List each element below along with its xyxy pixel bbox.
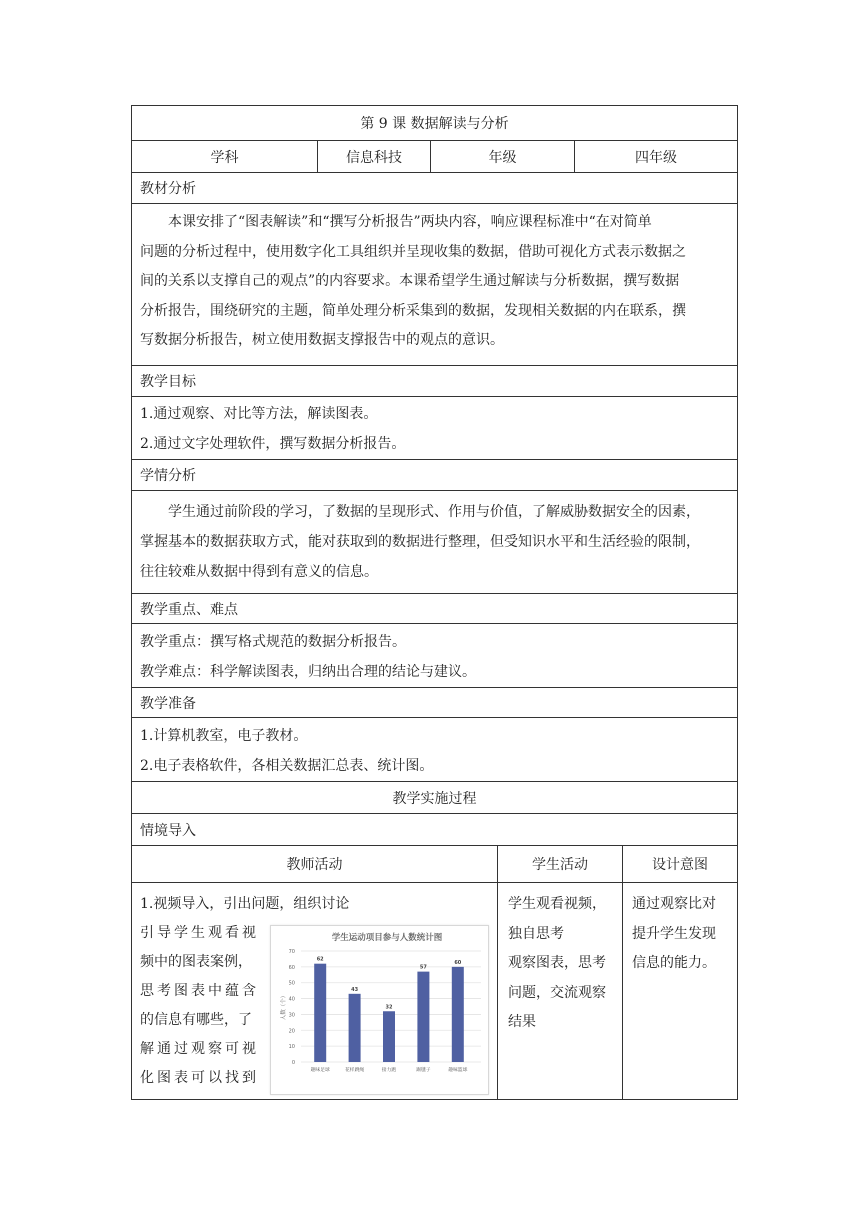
y-tick-label: 70 xyxy=(288,949,295,955)
preparation-heading xyxy=(132,688,737,718)
student-activity-text xyxy=(508,890,620,1038)
x-tick-label: 趣味足球 xyxy=(310,1068,330,1073)
info-row xyxy=(132,141,737,173)
learner-analysis-content xyxy=(132,491,737,594)
difficulty-item: 教学难点：科学解读图表，归纳出合理的结论与建议。 xyxy=(140,664,476,680)
teacher-line: 思考图表中蕴含 xyxy=(140,983,259,999)
process-heading xyxy=(132,782,737,814)
student-line: 结果 xyxy=(508,1014,536,1030)
process-section-text: 情境导入 xyxy=(140,822,196,839)
y-tick-label: 10 xyxy=(288,1044,295,1051)
bar xyxy=(452,967,464,1062)
data-label: 43 xyxy=(351,986,359,993)
material-analysis-heading-text: 教材分析 xyxy=(140,181,196,197)
material-line-2: 问题的分析过程中，使用数字化工具组织并呈现收集的数据，借助可视化方式表示数据之 xyxy=(140,243,686,260)
grade-label: 年级 xyxy=(488,149,517,166)
x-tick-label: 踢毽子 xyxy=(416,1068,431,1073)
data-label: 60 xyxy=(454,959,462,966)
preparation-heading-text: 教学准备 xyxy=(140,695,196,712)
bar xyxy=(349,994,361,1062)
material-analysis-heading xyxy=(132,173,737,204)
learner-line-1: 学生通过前阶段的学习，了数据的呈现形式、作用与价值，了解威胁数据安全的因素， xyxy=(168,504,700,520)
bar xyxy=(383,1011,395,1062)
learner-line-3: 往往较难从数据中得到有意义的信息。 xyxy=(140,564,378,580)
column-student: 学生活动 xyxy=(532,857,588,873)
student-line: 独自思考 xyxy=(508,925,564,942)
teacher-line: 解通过观察可视 xyxy=(140,1041,259,1057)
y-tick-label: 0 xyxy=(291,1060,295,1066)
student-line: 问题，交流观察 xyxy=(508,984,606,1001)
material-line-4: 分析报告，围绕研究的主题，简单处理分析采集到的数据，发现相关数据的内在联系，撰 xyxy=(140,302,686,319)
material-analysis-paragraph xyxy=(140,208,731,356)
data-label: 57 xyxy=(419,964,427,971)
subject-value: 信息科技 xyxy=(346,149,402,166)
bar xyxy=(417,972,429,1062)
intent-line: 通过观察比对 xyxy=(632,896,716,912)
material-line-1: 本课安排了“图表解读”和“撰写分析报告”两块内容，响应课程标准中“在对简单 xyxy=(168,214,652,230)
material-analysis-content xyxy=(132,204,737,366)
process-columns-row xyxy=(132,846,737,883)
data-label: 32 xyxy=(385,1004,393,1011)
objective-item-1: 1.通过观察、对比等方法，解读图表。 xyxy=(140,406,378,422)
key-points-heading xyxy=(132,594,737,624)
preparation-content xyxy=(132,718,737,782)
objectives-heading xyxy=(132,366,737,397)
column-intent: 设计意图 xyxy=(652,857,708,873)
process-heading-text: 教学实施过程 xyxy=(392,790,477,807)
student-line: 观察图表，思考 xyxy=(508,955,606,971)
y-tick-label: 50 xyxy=(288,980,295,987)
lesson-title: 第 9 课 数据解读与分析 xyxy=(360,116,509,132)
grade-value: 四年级 xyxy=(635,149,677,166)
learner-line-2: 掌握基本的数据获取方式，能对获取到的数据进行整理，但受知识水平和生活经验的限制， xyxy=(140,534,700,550)
teacher-activity-text xyxy=(140,919,268,1093)
preparation-item-2: 2.电子表格软件，各相关数据汇总表、统计图。 xyxy=(140,758,434,774)
student-line: 学生观看视频， xyxy=(508,896,606,912)
material-line-5: 写数据分析报告，树立使用数据支撑报告中的观点的意识。 xyxy=(140,332,504,349)
key-points-heading-text: 教学重点、难点 xyxy=(140,601,238,618)
learner-analysis-heading-text: 学情分析 xyxy=(140,468,196,484)
material-line-3: 间的关系以支撑自己的观点”的内容要求。本课希望学生通过解读与分析数据，撰写数据 xyxy=(140,273,680,290)
y-tick-label: 40 xyxy=(288,996,295,1003)
teacher-activity-title: 1.视频导入，引出问题，组织讨论 xyxy=(140,896,350,912)
x-tick-label: 花样跳绳 xyxy=(344,1068,365,1073)
data-label: 62 xyxy=(316,956,324,963)
teacher-line: 频中的图表案例， xyxy=(140,954,252,970)
design-intent-text xyxy=(632,890,736,979)
x-tick-label: 接力跑 xyxy=(381,1068,397,1073)
column-teacher: 教师活动 xyxy=(286,857,343,873)
bar xyxy=(314,964,326,1062)
learner-analysis-heading xyxy=(132,460,737,491)
chart-title: 学生运动项目参与人数统计图 xyxy=(331,933,443,943)
intent-line: 提升学生发现 xyxy=(632,925,716,942)
key-points-content xyxy=(132,624,737,688)
y-axis-label: 人数（个） xyxy=(281,992,287,1021)
objectives-content xyxy=(132,397,737,460)
intent-line: 信息的能力。 xyxy=(632,955,716,971)
y-tick-label: 30 xyxy=(288,1012,295,1019)
teacher-line: 的信息有哪些，了 xyxy=(140,1012,252,1028)
y-tick-label: 20 xyxy=(288,1028,295,1035)
y-tick-label: 60 xyxy=(288,964,295,971)
key-point-item: 教学重点：撰写格式规范的数据分析报告。 xyxy=(140,634,406,650)
teacher-line: 化图表可以找到 xyxy=(140,1070,259,1086)
learner-analysis-paragraph xyxy=(140,497,731,587)
subject-label: 学科 xyxy=(210,149,239,166)
x-tick-label: 趣味篮球 xyxy=(448,1068,468,1073)
title-row xyxy=(132,106,737,141)
objectives-heading-text: 教学目标 xyxy=(140,374,196,390)
teacher-line: 引导学生观看视 xyxy=(140,925,259,941)
chart-svg xyxy=(271,926,488,1094)
process-section-heading xyxy=(132,814,737,846)
objective-item-2: 2.通过文字处理软件，撰写数据分析报告。 xyxy=(140,436,406,452)
participation-bar-chart xyxy=(270,925,489,1095)
preparation-item-1: 1.计算机教室，电子教材。 xyxy=(140,728,308,744)
